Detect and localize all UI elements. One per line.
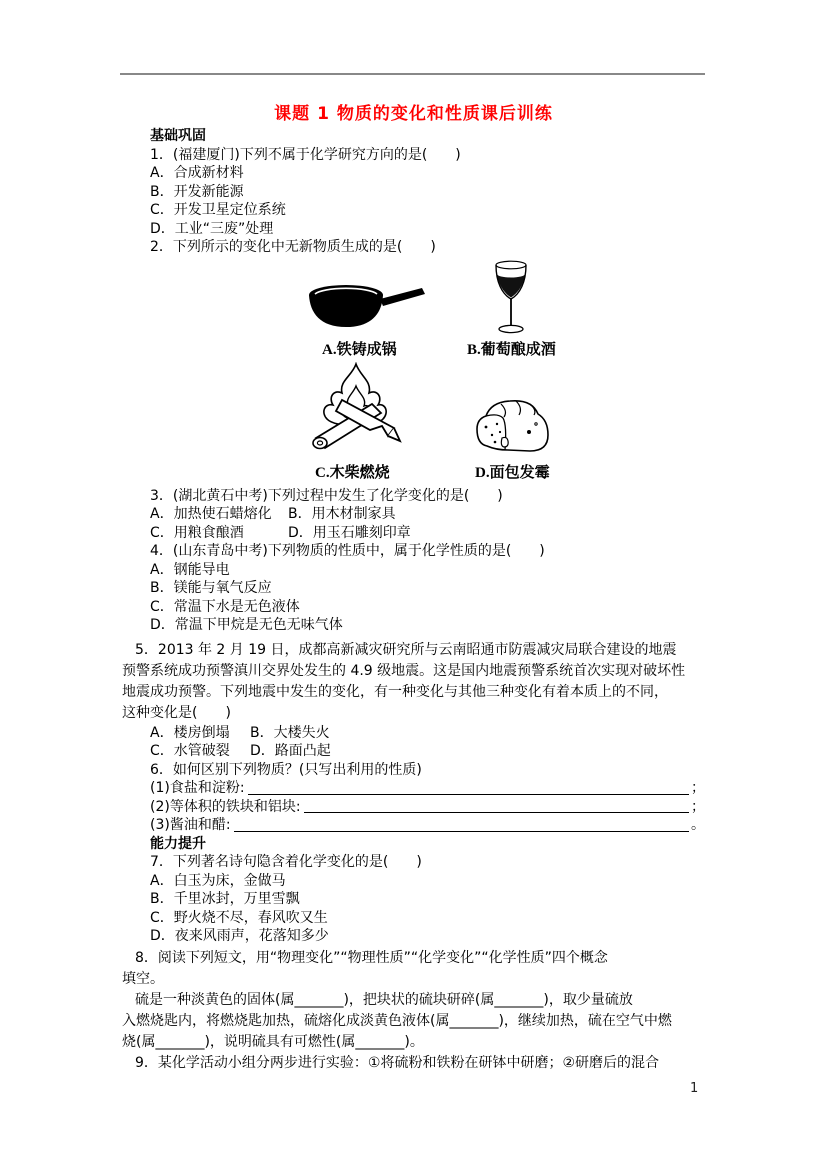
q3-stem: 3．(湖北黄石中考)下列过程中发生了化学变化的是( ) xyxy=(150,487,503,504)
q8-intro xyxy=(122,948,705,990)
page-title: 课题 1 物质的变化和性质课后训练 xyxy=(274,104,553,124)
q6-blank-2 xyxy=(122,798,705,817)
q4-option-a: A．钢能导电 xyxy=(150,561,230,578)
fill-in-underline xyxy=(304,811,689,813)
q3-options-row-2 xyxy=(122,524,705,543)
q7-stem: 7．下列著名诗句隐含着化学变化的是( ) xyxy=(150,854,422,870)
q3-option-b: B．用木材制家具 xyxy=(288,506,396,522)
q5-options-row-2 xyxy=(122,742,705,761)
q7-option-d: D．夜来风雨声，花落知多少 xyxy=(150,928,329,944)
fill-in-underline xyxy=(248,793,689,795)
q2-label-d: D.面包发霉 xyxy=(475,464,550,481)
wine-glass-icon xyxy=(488,258,534,336)
q2-figure-labels-1 xyxy=(122,341,705,360)
q5-line-2: 预警系统成功预警滇川交界处发生的 4.9 级地震。这是国内地震预警系统首次实现对破坏性 xyxy=(122,662,686,679)
q8-sulfur-paragraph xyxy=(122,990,705,1053)
q4-option-d: D．常温下甲烷是无色无味气体 xyxy=(150,617,343,633)
q2-label-a: A.铁铸成锅 xyxy=(322,341,397,358)
q8-para-line-3: 烧(属_______)，说明硫具有可燃性(属_______)。 xyxy=(122,1033,424,1050)
q5-option-c: C．水管破裂 xyxy=(150,743,230,759)
q6-blank-1-tail: ； xyxy=(691,780,705,796)
q5-line-4: 这种变化是( ) xyxy=(122,704,231,721)
q3-option-c: C．用粮食酿酒 xyxy=(150,524,244,541)
q5-line-3: 地震成功预警。下列地震中发生的变化，有一种变化与其他三种变化有着本质上的不同， xyxy=(122,683,668,700)
q7-option-b: B．千里冰封，万里雪飘 xyxy=(150,891,300,907)
q6-blank-3-label: (3)酱油和醋: xyxy=(150,817,231,833)
burning-wood-icon xyxy=(308,362,404,462)
section-heading-advanced: 能力提升 xyxy=(150,835,206,852)
page-number: 1 xyxy=(690,1081,699,1096)
q5-option-b: B．大楼失火 xyxy=(250,724,330,741)
q5-line-1: 5．2013 年 2 月 19 日，成都高新减灾研究所与云南昭通市防震减灾局联合建设的地震 xyxy=(135,641,677,658)
q6-blank-2-label: (2)等体积的铁块和铝块: xyxy=(150,798,301,815)
q7-option-c: C．野火烧不尽，春风吹又生 xyxy=(150,909,328,926)
frying-pan-icon xyxy=(308,283,430,333)
q3-option-d: D．用玉石雕刻印章 xyxy=(288,524,411,541)
q2-figure-row-2 xyxy=(122,360,705,464)
q8-line-2: 填空。 xyxy=(122,970,164,987)
q6-blank-1-label: (1)食盐和淀粉: xyxy=(150,780,245,796)
q8-para-line-2: 入燃烧匙内，将燃烧匙加热，硫熔化成淡黄色液体(属_______)，继续加热，硫在空气中燃 xyxy=(122,1012,672,1029)
q8-line-1: 8．阅读下列短文，用“物理变化”“物理性质”“化学变化”“化学性质”四个概念 xyxy=(135,949,608,966)
q2-label-c: C.木柴燃烧 xyxy=(315,464,390,481)
q6-stem: 6．如何区别下列物质？(只写出利用的性质) xyxy=(150,761,422,778)
q5-option-a: A．楼房倒塌 xyxy=(150,724,230,741)
q3-options-row-1 xyxy=(122,505,705,524)
moldy-bread-icon xyxy=(474,394,550,458)
q9-paragraph xyxy=(122,1053,705,1074)
q6-blank-1 xyxy=(122,779,705,798)
q5-options-row-1 xyxy=(122,724,705,743)
q1-option-d: D．工业“三废”处理 xyxy=(150,220,274,237)
q2-figure-row-1 xyxy=(122,257,705,341)
header-rule xyxy=(120,73,705,75)
q4-option-c: C．常温下水是无色液体 xyxy=(150,598,300,615)
q1-option-a: A．合成新材料 xyxy=(150,165,244,181)
q6-blank-3-tail: 。 xyxy=(691,817,705,833)
section-heading-basic: 基础巩固 xyxy=(150,128,206,144)
q1-stem: 1．(福建厦门)下列不属于化学研究方向的是( ) xyxy=(150,146,461,163)
q4-stem: 4．(山东青岛中考)下列物质的性质中，属于化学性质的是( ) xyxy=(150,543,545,559)
q7-option-a: A．白玉为床，金做马 xyxy=(150,872,286,889)
q1-option-b: B．开发新能源 xyxy=(150,183,244,200)
q2-label-b: B.葡萄酿成酒 xyxy=(467,341,556,358)
worksheet-content xyxy=(122,127,705,1074)
q2-stem: 2．下列所示的变化中无新物质生成的是( ) xyxy=(150,239,436,255)
q9-line-1: 9．某化学活动小组分两步进行实验：①将硫粉和铁粉在研钵中研磨；②研磨后的混合 xyxy=(135,1054,660,1071)
q6-blank-3 xyxy=(122,816,705,835)
q5-option-d: D．路面凸起 xyxy=(250,743,331,759)
q3-option-a: A．加热使石蜡熔化 xyxy=(150,506,272,522)
q2-figure-labels-2 xyxy=(122,464,705,483)
q6-blank-2-tail: ； xyxy=(691,798,705,815)
q4-option-b: B．镁能与氧气反应 xyxy=(150,580,272,596)
q1-option-c: C．开发卫星定位系统 xyxy=(150,202,286,218)
q5-paragraph xyxy=(122,640,705,724)
q8-para-line-1: 硫是一种淡黄色的固体(属_______)，把块状的硫块研碎(属_______)，取少量硫放 xyxy=(135,991,633,1008)
fill-in-underline xyxy=(234,830,689,832)
